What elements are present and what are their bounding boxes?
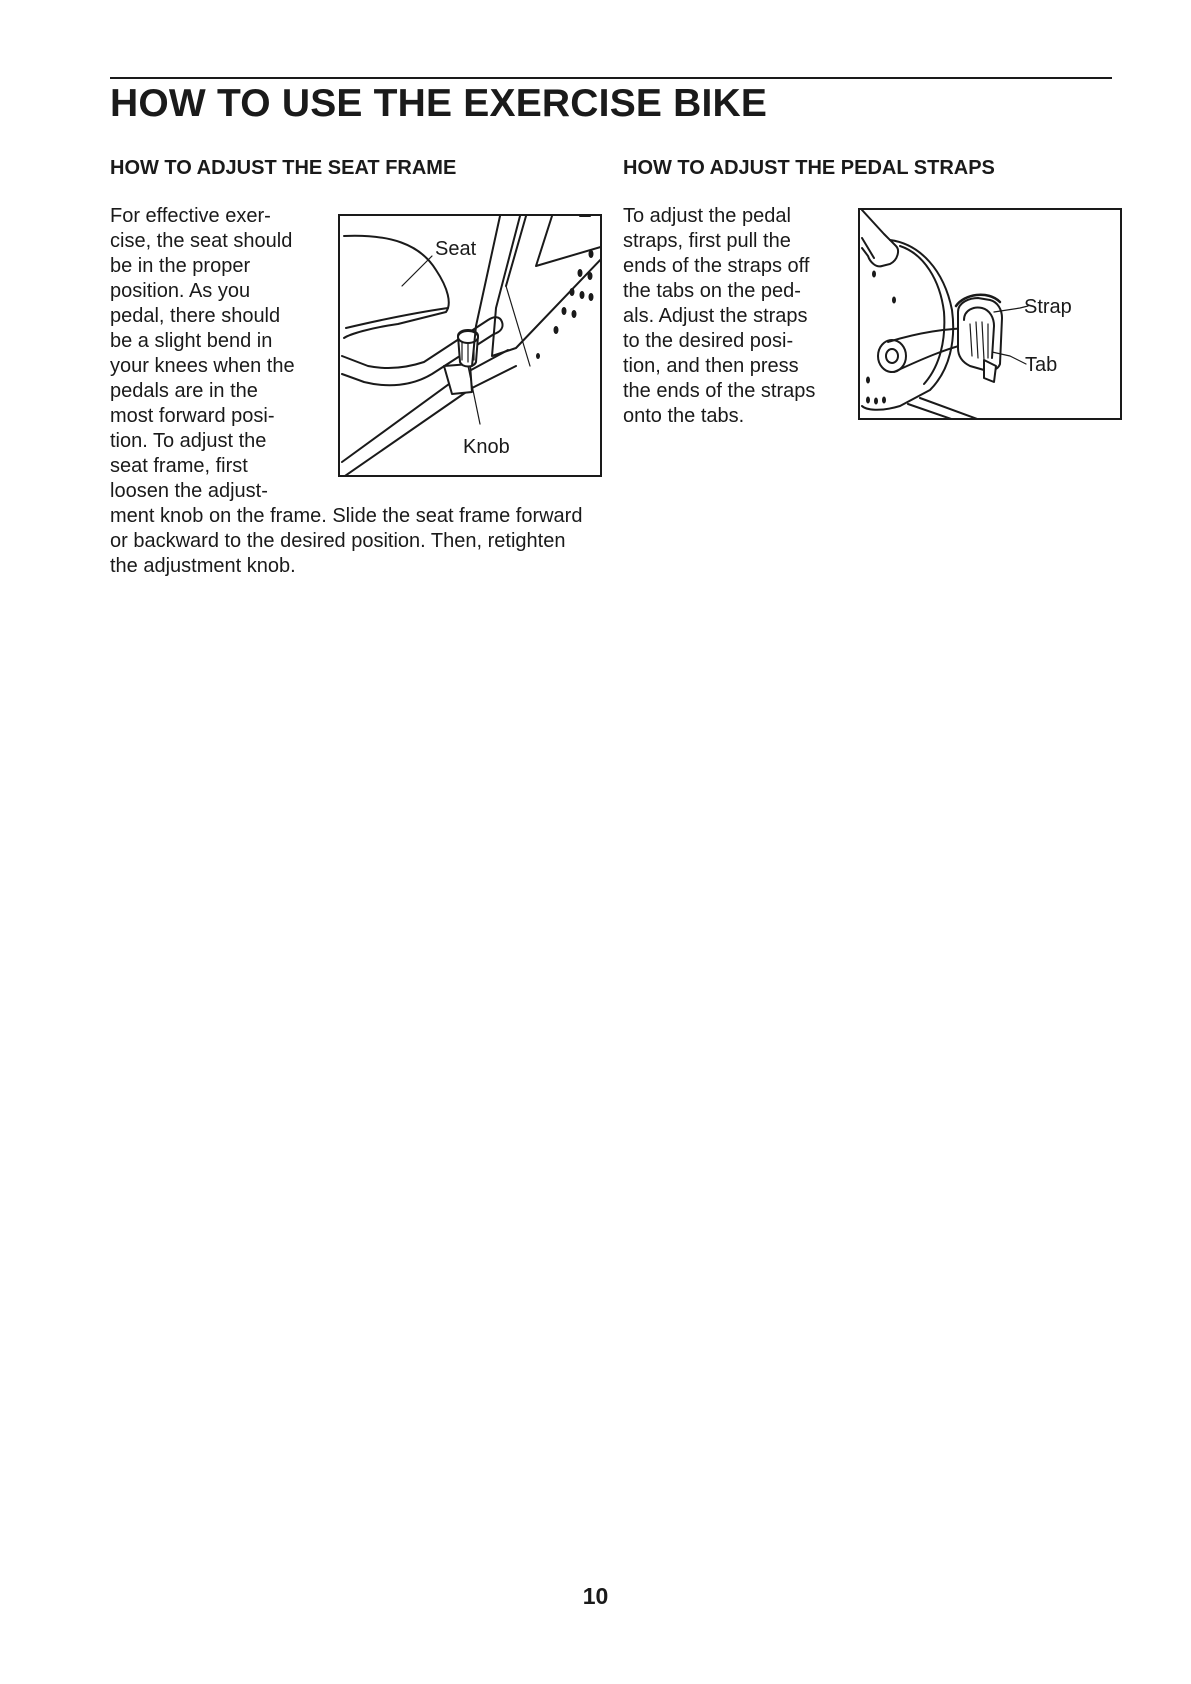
text-line: als. Adjust the straps (623, 305, 808, 327)
text-line: the adjustment knob. (110, 555, 296, 577)
text-line: most forward posi- (110, 405, 275, 427)
text-line: the tabs on the ped- (623, 280, 801, 302)
page-title: HOW TO USE THE EXERCISE BIKE (110, 82, 768, 125)
strap-label: Strap (1024, 296, 1072, 318)
text-line: the ends of the straps (623, 380, 816, 402)
text-line: or backward to the desired position. Then, retighten (110, 530, 566, 552)
text-line: onto the tabs. (623, 405, 745, 427)
text-line: seat frame, first (110, 455, 248, 477)
text-line: tion, and then press (623, 355, 799, 377)
seat-frame-illustration (338, 214, 602, 477)
text-line: be a slight bend in (110, 330, 273, 352)
tab-label: Tab (1025, 354, 1058, 376)
text-line: to the desired posi- (623, 330, 794, 352)
seat-label: Seat (435, 238, 477, 260)
title-rule (110, 77, 1112, 79)
text-line: For effective exer- (110, 205, 271, 227)
text-line: ends of the straps off (623, 255, 810, 277)
pedal-section-text (623, 204, 815, 429)
pedal-strap-drawing (860, 210, 1122, 420)
text-line: be in the proper (110, 255, 251, 277)
pedal-section-heading: HOW TO ADJUST THE PEDAL STRAPS (623, 157, 995, 179)
text-line: pedal, there should (110, 305, 281, 327)
text-line: straps, first pull the (623, 230, 791, 252)
text-line: loosen the adjust- (110, 480, 268, 502)
text-line: your knees when the (110, 355, 295, 377)
text-line: position. As you (110, 280, 251, 302)
knob-label: Knob (463, 436, 510, 458)
pedal-strap-illustration (858, 208, 1122, 420)
page-number: 10 (582, 1583, 609, 1609)
text-line: cise, the seat should (110, 230, 293, 252)
text-line: pedals are in the (110, 380, 258, 402)
seat-section-heading: HOW TO ADJUST THE SEAT FRAME (110, 157, 457, 179)
text-line: To adjust the pedal (623, 205, 791, 227)
text-line: tion. To adjust the (110, 430, 267, 452)
text-line: ment knob on the frame. Slide the seat frame forward (110, 505, 583, 527)
